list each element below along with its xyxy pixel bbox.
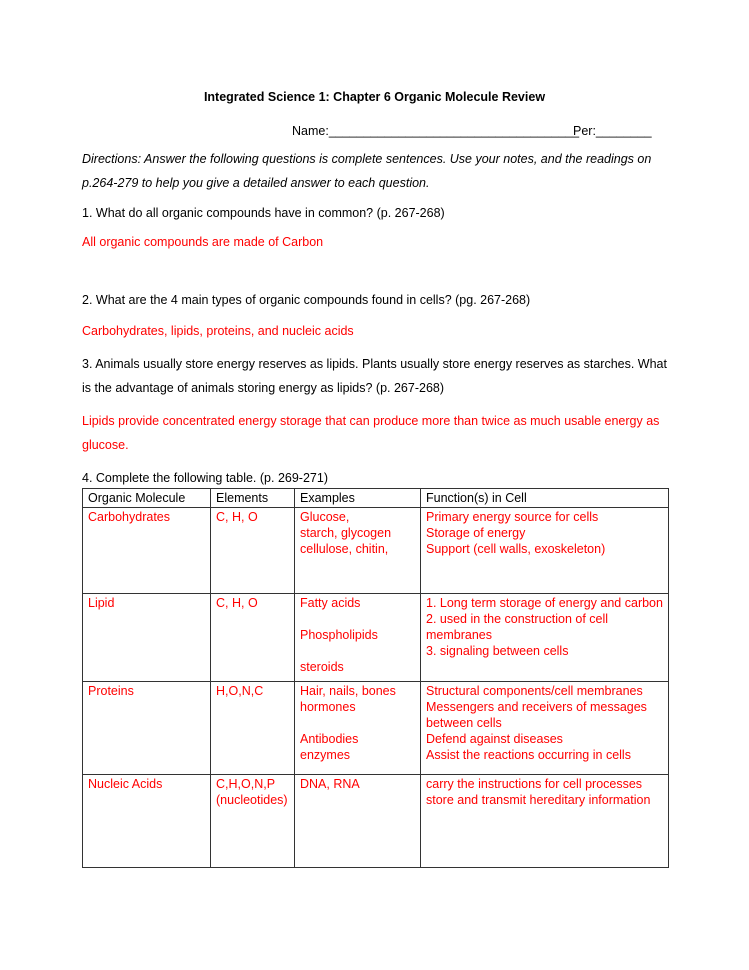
examples-cell-line: starch, glycogen [300, 526, 392, 540]
examples-cell-line: cellulose, chitin, [300, 542, 389, 556]
question-1: 1. What do all organic compounds have in common? (p. 267-268) [82, 206, 445, 220]
period-field: Per:________ [573, 124, 652, 138]
table-row [83, 682, 669, 775]
examples-cell-line [300, 643, 415, 659]
question-2: 2. What are the 4 main types of organic compounds found in cells? (pg. 267-268) [82, 293, 531, 307]
elements-cell-line: C,H,O,N,P [216, 777, 276, 791]
examples-cell-line [300, 611, 415, 627]
molecule-cell: Nucleic Acids [83, 775, 211, 868]
examples-cell [295, 682, 421, 775]
examples-cell-line: steroids [300, 660, 344, 674]
elements-cell-line: H,O,N,C [216, 684, 264, 698]
table-row [83, 594, 669, 682]
elements-cell-line: (nucleotides) [216, 793, 288, 807]
examples-cell [295, 775, 421, 868]
functions-cell-line: Defend against diseases [426, 732, 563, 746]
functions-cell-line: 1. Long term storage of energy and carbon [426, 596, 663, 610]
functions-cell-line: Support (cell walls, exoskeleton) [426, 542, 606, 556]
table-row [83, 775, 669, 868]
functions-cell-line: 2. used in the construction of cell membranes [426, 612, 609, 642]
examples-cell [295, 594, 421, 682]
functions-cell [421, 682, 669, 775]
answer-3: Lipids provide concentrated energy storage that can produce more than twice as much usable energy as glucose. [82, 414, 660, 452]
elements-cell-line: C, H, O [216, 510, 258, 524]
functions-cell-line: 3. signaling between cells [426, 644, 569, 658]
question-3: 3. Animals usually store energy reserves as lipids. Plants usually store energy reserves as starches. What is the advantage of animals storing energy as lipids? (p. 267-268) [82, 357, 667, 395]
functions-cell-line: carry the instructions for cell processes [426, 777, 643, 791]
examples-cell-line: Hair, nails, bones [300, 684, 396, 698]
elements-cell [211, 508, 295, 594]
examples-cell-line: DNA, RNA [300, 777, 360, 791]
elements-cell-line: C, H, O [216, 596, 258, 610]
header-cell: Function(s) in Cell [421, 489, 669, 508]
functions-cell-line: Structural components/cell membranes [426, 684, 643, 698]
molecule-cell: Proteins [83, 682, 211, 775]
header-cell: Organic Molecule [83, 489, 211, 508]
functions-cell [421, 594, 669, 682]
examples-cell-line: Phospholipids [300, 628, 378, 642]
examples-cell-line [300, 715, 415, 731]
functions-cell-line: Messengers and receivers of messages between cells [426, 700, 647, 730]
examples-cell-line: Glucose, [300, 510, 350, 524]
organic-molecule-table [82, 488, 669, 868]
elements-cell [211, 594, 295, 682]
molecule-cell: Carbohydrates [83, 508, 211, 594]
answer-2: Carbohydrates, lipids, proteins, and nucleic acids [82, 324, 354, 338]
examples-cell-line: enzymes [300, 748, 351, 762]
table-row [83, 508, 669, 594]
functions-cell-line: Storage of energy [426, 526, 526, 540]
functions-cell-line: Primary energy source for cells [426, 510, 599, 524]
functions-cell [421, 775, 669, 868]
examples-cell-line: hormones [300, 700, 356, 714]
molecule-cell: Lipid [83, 594, 211, 682]
elements-cell [211, 682, 295, 775]
examples-cell [295, 508, 421, 594]
name-field: Name:____________________________________ [292, 124, 580, 138]
functions-cell-line: Assist the reactions occurring in cells [426, 748, 631, 762]
directions: Directions: Answer the following questions is complete sentences. Use your notes, and the readings on p.264-279 to help you give a detailed answer to each question. [82, 152, 652, 190]
examples-cell-line: Fatty acids [300, 596, 361, 610]
functions-cell [421, 508, 669, 594]
question-4: 4. Complete the following table. (p. 269-271) [82, 471, 328, 485]
page-title: Integrated Science 1: Chapter 6 Organic Molecule Review [203, 90, 546, 104]
examples-cell-line: Antibodies [300, 732, 359, 746]
elements-cell [211, 775, 295, 868]
answer-1: All organic compounds are made of Carbon [82, 235, 324, 249]
table-header-row [83, 489, 669, 508]
header-cell: Elements [211, 489, 295, 508]
functions-cell-line: store and transmit hereditary information [426, 793, 651, 807]
header-cell: Examples [295, 489, 421, 508]
